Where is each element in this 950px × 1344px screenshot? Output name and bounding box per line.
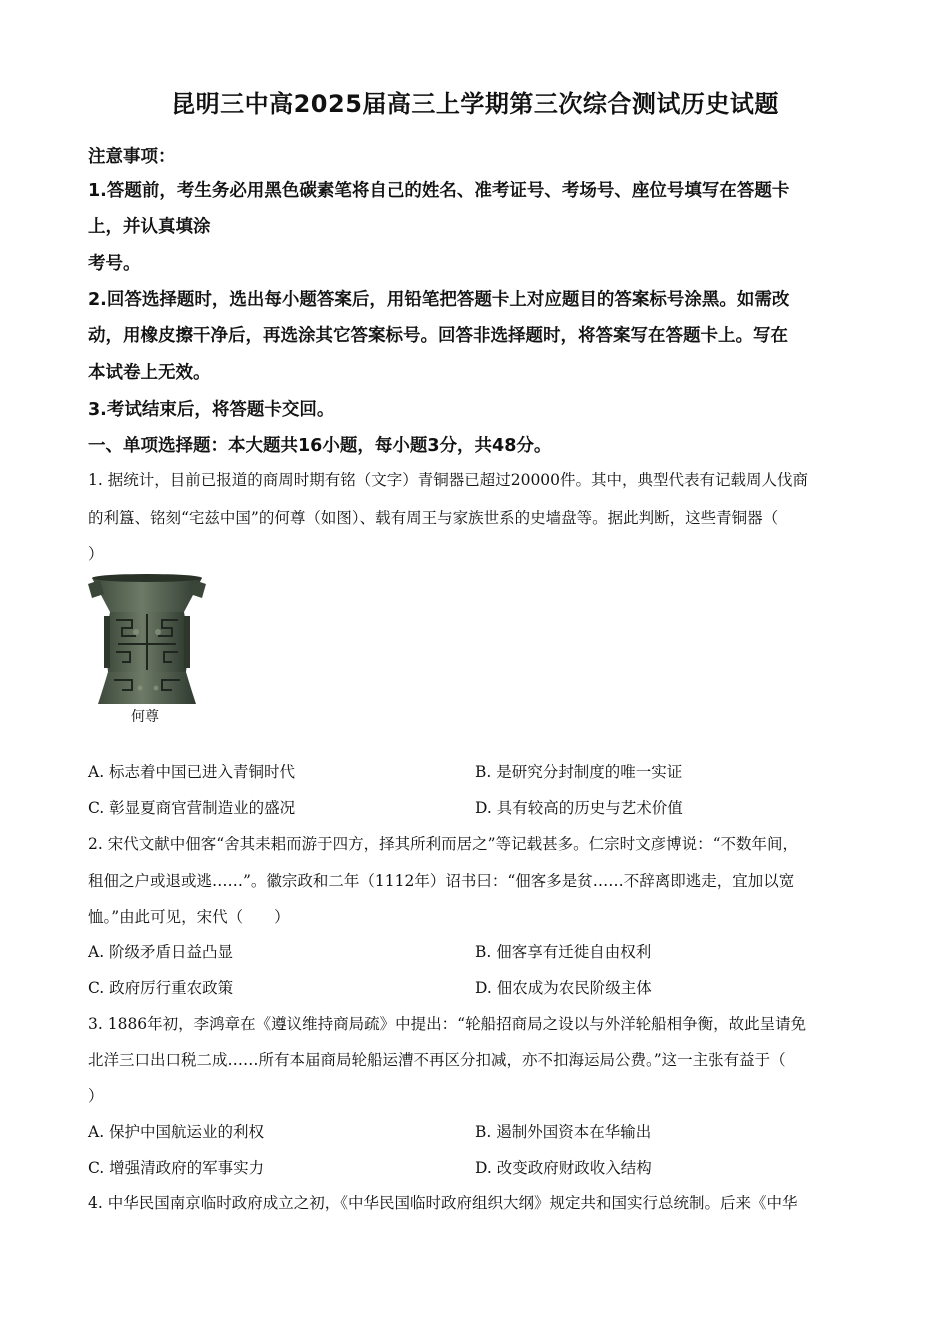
option-b[interactable]: B. 是研究分封制度的唯一实证 xyxy=(475,763,683,781)
notice-line: 动，用橡皮擦干净后，再选涂其它答案标号。回答非选择题时，将答案写在答题卡上。写在 xyxy=(88,326,788,346)
notice-line: 2.回答选择题时，选出每小题答案后，用铅笔把答题卡上对应题目的答案标号涂黑。如需改 xyxy=(88,290,790,310)
figure-caption: 何尊 xyxy=(131,709,159,725)
he-zun-bronze-image xyxy=(86,572,208,708)
question-text: ） xyxy=(88,545,104,563)
question-text: 的利簋、铭刻“宅兹中国”的何尊（如图）、载有周王与家族世系的史墙盘等。据此判断，这些青铜器（ xyxy=(88,509,779,527)
option-a[interactable]: A. 阶级矛盾日益凸显 xyxy=(88,943,234,961)
option-a[interactable]: A. 标志着中国已进入青铜时代 xyxy=(88,763,296,781)
section-heading: 一、单项选择题：本大题共16小题，每小题3分，共48分。 xyxy=(88,436,552,456)
option-c[interactable]: C. 政府厉行重农政策 xyxy=(88,979,234,997)
question-text: 1. 据统计，目前已报道的商周时期有铭（文字）青铜器已超过20000件。其中，典型代表有记载周人伐商 xyxy=(88,471,809,489)
option-d[interactable]: D. 具有较高的历史与艺术价值 xyxy=(475,799,683,817)
page-title: 昆明三中高2025届高三上学期第三次综合测试历史试题 xyxy=(171,90,779,118)
option-a[interactable]: A. 保护中国航运业的利权 xyxy=(88,1123,265,1141)
question-text: 3. 1886年初，李鸿章在《遵议维持商局疏》中提出：“轮船招商局之设以与外洋轮船相争衡，故此呈请免 xyxy=(88,1015,807,1033)
question-text: 北洋三口出口税二成……所有本届商局轮船运漕不再区分扣减，亦不扣海运局公费。”这一主张有益于（ xyxy=(88,1051,786,1069)
option-c[interactable]: C. 增强清政府的军事实力 xyxy=(88,1159,265,1177)
option-b[interactable]: B. 佃客享有迁徙自由权利 xyxy=(475,943,652,961)
notice-line: 上，并认真填涂 xyxy=(88,217,211,237)
question-text: ） xyxy=(88,1087,104,1105)
option-d[interactable]: D. 改变政府财政收入结构 xyxy=(475,1159,652,1177)
notice-line: 3.考试结束后，将答题卡交回。 xyxy=(88,400,335,420)
notice-line: 本试卷上无效。 xyxy=(88,363,211,383)
question-text: 租佃之户或退或逃……”。徽宗政和二年（1112年）诏书曰：“佃客多是贫……不辞离即逃走，宜加以宽 xyxy=(88,872,795,890)
option-c[interactable]: C. 彰显夏商官营制造业的盛况 xyxy=(88,799,296,817)
question-text: 4. 中华民国南京临时政府成立之初，《中华民国临时政府组织大纲》规定共和国实行总统制。后来《中华 xyxy=(88,1194,798,1212)
option-d[interactable]: D. 佃农成为农民阶级主体 xyxy=(475,979,652,997)
notice-line: 1.答题前，考生务必用黑色碳素笔将自己的姓名、准考证号、考场号、座位号填写在答题卡 xyxy=(88,181,790,201)
question-text: 2. 宋代文献中佃客“舍其耒耜而游于四方，择其所利而居之”等记载甚多。仁宗时文彦博说：“不数年间， xyxy=(88,835,798,853)
notice-heading: 注意事项： xyxy=(88,147,176,167)
notice-line: 考号。 xyxy=(88,254,141,274)
option-b[interactable]: B. 遏制外国资本在华输出 xyxy=(475,1123,652,1141)
question-text: 恤。”由此可见，宋代（ ） xyxy=(88,908,290,926)
